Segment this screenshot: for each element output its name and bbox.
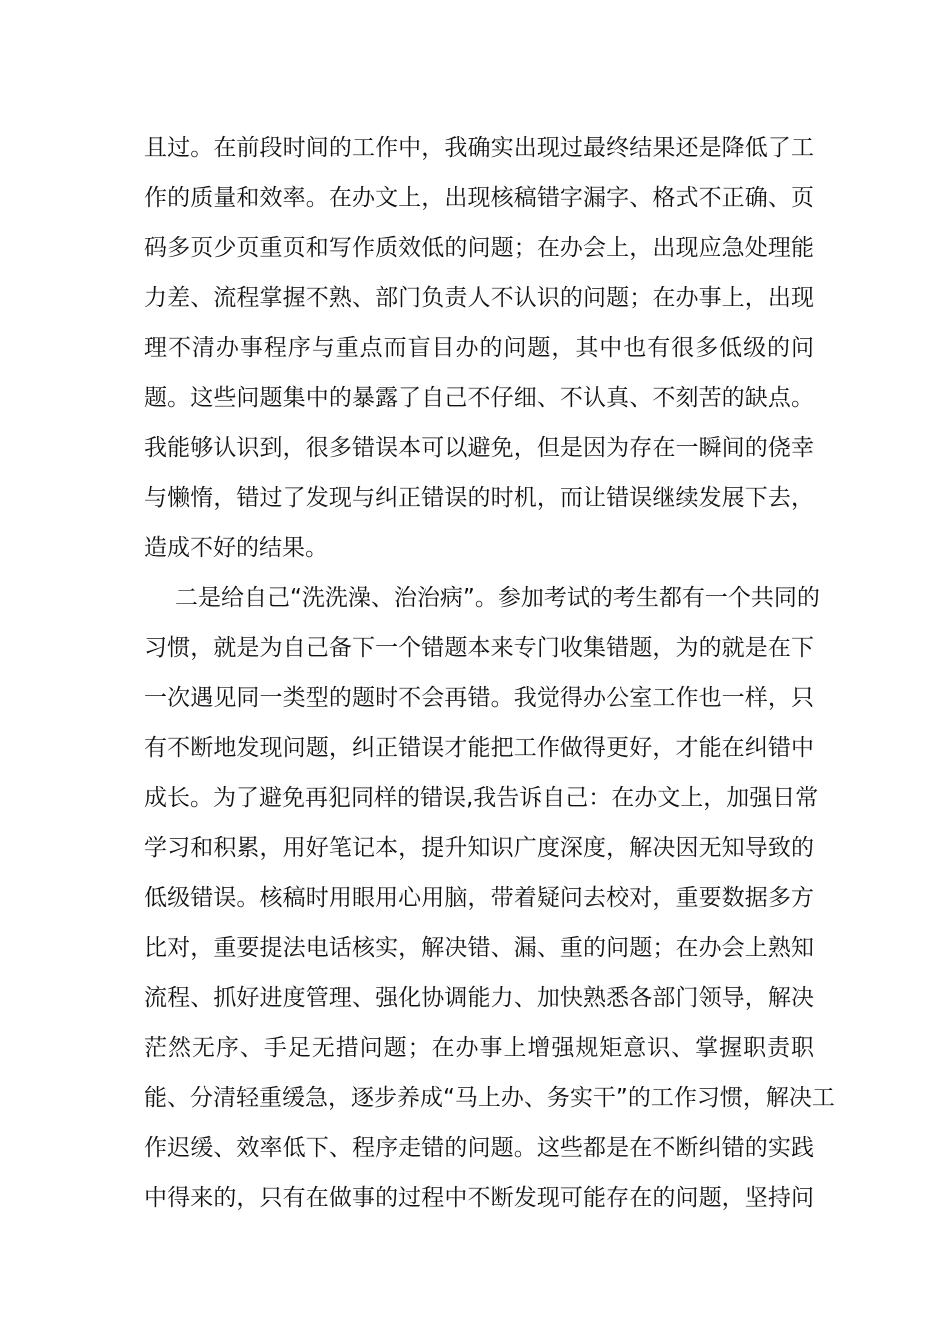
text-line: 题。这些问题集中的暴露了自己不仔细、不认真、不刻苦的缺点。 xyxy=(144,385,814,411)
text-line: 作的质量和效率。在办文上，出现核稿错字漏字、格式不正确、页 xyxy=(144,185,814,211)
text-line: 中得来的，只有在做事的过程中不断发现可能存在的问题，坚持问 xyxy=(144,1185,814,1211)
text-line: 理不清办事程序与重点而盲目办的问题，其中也有很多低级的问 xyxy=(144,335,814,361)
text-line: 我能够认识到，很多错误本可以避免，但是因为存在一瞬间的侥幸 xyxy=(144,435,814,461)
text-line: 力差、流程掌握不熟、部门负责人不认识的问题；在办事上，出现 xyxy=(144,285,814,311)
text-line: 作迟缓、效率低下、程序走错的问题。这些都是在不断纠错的实践 xyxy=(144,1135,814,1161)
text-line: 习惯，就是为自己备下一个错题本来专门收集错题，为的就是在下 xyxy=(144,635,814,661)
text-line: 低级错误。核稿时用眼用心用脑，带着疑问去校对，重要数据多方 xyxy=(144,885,814,911)
paragraph-1 xyxy=(144,123,814,573)
body-text xyxy=(144,123,835,1223)
text-line: 成长。为了避免再犯同样的错误,我告诉自己：在办文上，加强日常 xyxy=(144,785,819,811)
text-line: 二是给自己“洗洗澡、治治病”。参加考试的考生都有一个共同的 xyxy=(175,585,820,611)
text-line: 有不断地发现问题，纠正错误才能把工作做得更好，才能在纠错中 xyxy=(144,735,814,761)
paragraph-2 xyxy=(144,573,835,1223)
text-line: 与懒惰，错过了发现与纠正错误的时机，而让错误继续发展下去， xyxy=(144,485,814,511)
text-line: 且过。在前段时间的工作中，我确实出现过最终结果还是降低了工 xyxy=(144,135,814,161)
text-line: 一次遇见同一类型的题时不会再错。我觉得办公室工作也一样，只 xyxy=(144,685,814,711)
text-line: 能、分清轻重缓急，逐步养成“马上办、务实干”的工作习惯，解决工 xyxy=(144,1085,835,1111)
text-line: 造成不好的结果。 xyxy=(144,535,328,561)
text-line: 比对，重要提法电话核实，解决错、漏、重的问题；在办会上熟知 xyxy=(144,935,814,961)
text-line: 茫然无序、手足无措问题；在办事上增强规矩意识、掌握职责职 xyxy=(144,1035,814,1061)
text-line: 流程、抓好进度管理、强化协调能力、加快熟悉各部门领导，解决 xyxy=(144,985,814,1011)
text-line: 学习和积累，用好笔记本，提升知识广度深度，解决因无知导致的 xyxy=(144,835,814,861)
text-line: 码多页少页重页和写作质效低的问题；在办会上，出现应急处理能 xyxy=(144,235,814,261)
